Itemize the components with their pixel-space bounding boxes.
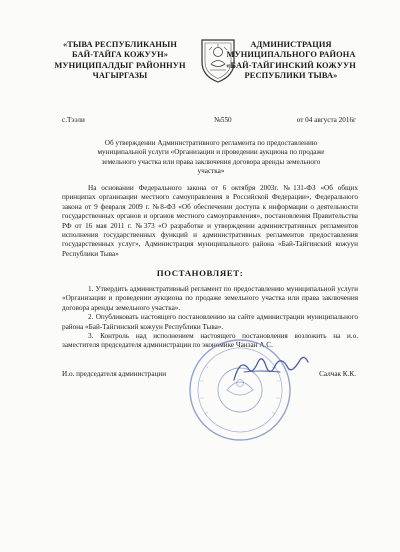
letterhead-tuvan-line: МУНИЦИПАЛДЫГ РАЙОННУН	[54, 60, 186, 70]
document-subject: Об утверждении Административного регламента по предоставлению муниципальной услуги «Организации и проведении аукциона по продаже земельного участка или права заключения договора аренды земельного участка»	[97, 139, 325, 176]
letterhead-tuvan-line: ЧАГЫРГАЗЫ	[92, 71, 148, 81]
letterhead-tuvan	[50, 40, 190, 82]
document-date: от 04 августа 2016г	[296, 116, 356, 124]
document-place: с.Тээли	[62, 116, 85, 124]
signatory-position: И.о. председателя администрации	[62, 370, 167, 378]
signature-block	[62, 370, 356, 400]
letterhead-russian	[226, 40, 356, 82]
document-number: №550	[214, 116, 232, 124]
decree-heading: ПОСТАНОВЛЯЕТ:	[156, 268, 244, 278]
signatory-name: Салчак К.К.	[319, 370, 356, 378]
letterhead-russian-line: РЕСПУБЛИКИ ТЫВА»	[244, 71, 338, 81]
letterhead	[50, 40, 356, 98]
decree-item: 3. Контроль над исполнением настоящего постановления возложить на и.о. заместителя председателя администрации по экономике Чанзан А.С.	[62, 332, 358, 350]
letterhead-russian-line: АДМИНИСТРАЦИЯ	[250, 40, 332, 49]
letterhead-russian-line: «БАЙ-ТАЙГИНСКИЙ КОЖУУН	[226, 60, 356, 70]
preamble-paragraph: На основании Федерального закона от 6 октября 2003г. №131-ФЗ «Об общих принципах организации местного самоуправления в Российской Федерации», Федерального закона от 9 февраля 2009 г. №8-ФЗ «Об обеспечении доступа к информации о деятельности государственных органов и органов местного самоуправления», постановления Правительства РФ от 16 мая 2011 г. №373 «О разработке и утверждении административных регламентов исполнения государственных функций и административных регламентов предоставления государственных услуг», Администрация муниципального района «Бай-Тайгинский кожуун Республики Тыва»	[62, 184, 358, 258]
letterhead-russian-line: МУНИЦИПАЛЬНОГО РАЙОНА	[226, 50, 356, 60]
decree-item: 1. Утвердить административный регламент по предоставлению муниципальной услуги «Организации и проведении аукциона по продаже земельного участка или права заключения договора аренды земельного участка».	[62, 285, 358, 312]
letterhead-tuvan-line: БАЙ-ТАЙГА КОЖУУН»	[71, 50, 169, 60]
decree-item: 2. Опубликовать настоящего постановлению на сайте администрации муниципального района «Бай-Тайгинский кожуун Республики Тыва».	[62, 313, 358, 331]
letterhead-tuvan-line: «ТЫВА РЕСПУБЛИКАНЫН	[63, 40, 177, 49]
document-meta	[62, 116, 356, 128]
